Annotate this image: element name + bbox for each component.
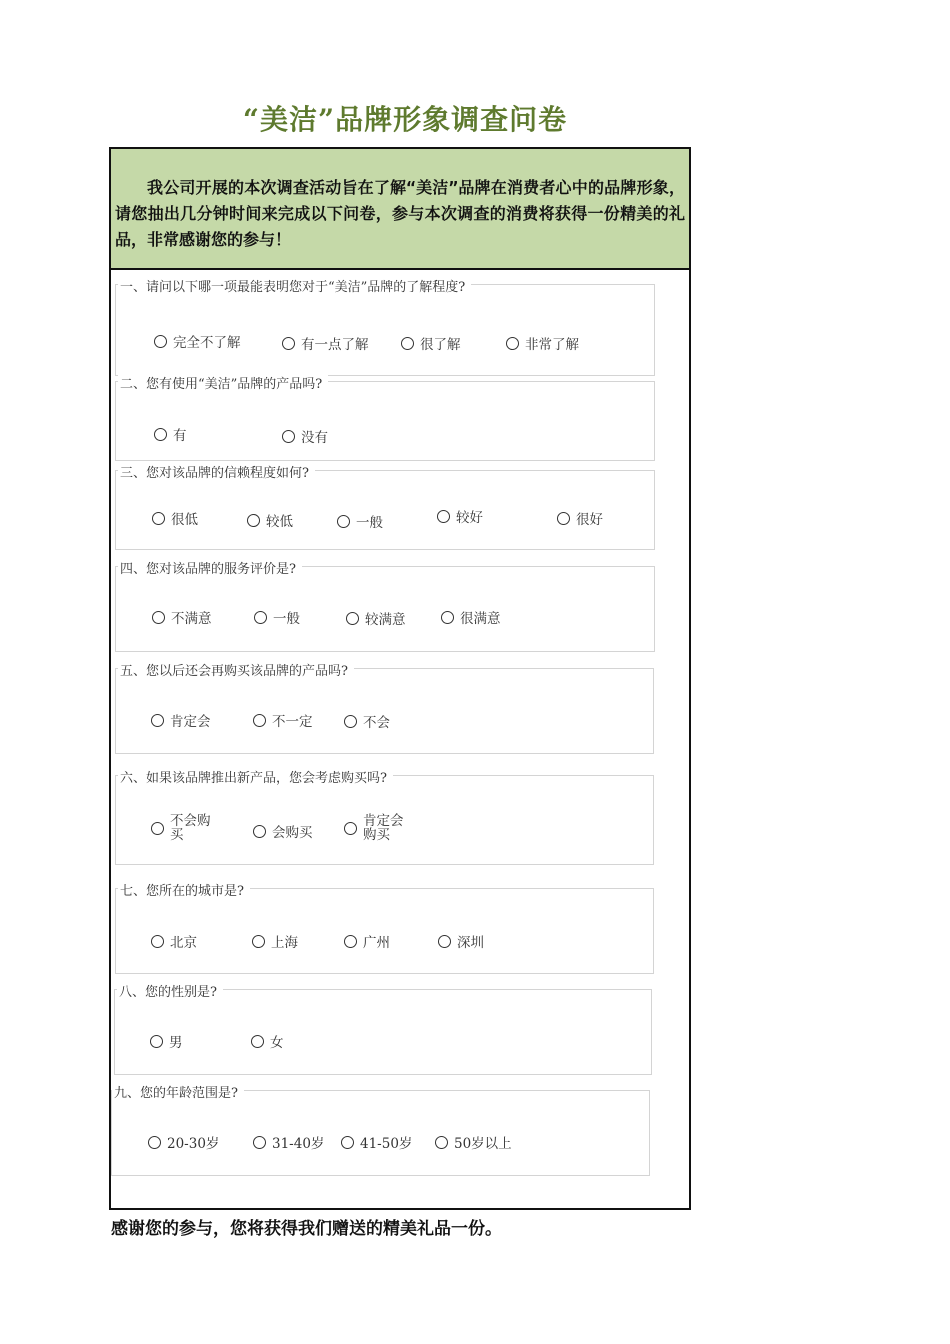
q4-option-3[interactable]: 较满意 bbox=[346, 608, 406, 628]
q5-option-1[interactable]: 肯定会 bbox=[151, 710, 211, 730]
question-3 bbox=[115, 466, 655, 550]
radio-icon[interactable] bbox=[251, 1035, 264, 1048]
radio-icon[interactable] bbox=[152, 611, 165, 624]
q3-option-3[interactable]: 一般 bbox=[337, 511, 383, 531]
radio-icon[interactable] bbox=[151, 935, 164, 948]
radio-icon[interactable] bbox=[254, 611, 267, 624]
question-9 bbox=[111, 1086, 650, 1176]
radio-icon[interactable] bbox=[506, 337, 519, 350]
question-2-label: 二、您有使用“美洁”品牌的产品吗? bbox=[118, 373, 328, 392]
radio-icon[interactable] bbox=[151, 714, 164, 727]
radio-icon[interactable] bbox=[441, 611, 454, 624]
radio-icon[interactable] bbox=[346, 612, 359, 625]
question-5 bbox=[115, 664, 654, 754]
q3-option-5[interactable]: 很好 bbox=[557, 508, 603, 528]
footer-thanks: 感谢您的参与，您将获得我们赠送的精美礼品一份。 bbox=[111, 1219, 502, 1239]
q9-option-4[interactable]: 50岁以上 bbox=[435, 1132, 512, 1152]
q6-option-3[interactable]: 肯定会购买 bbox=[344, 814, 409, 842]
radio-icon[interactable] bbox=[344, 715, 357, 728]
radio-icon[interactable] bbox=[247, 514, 260, 527]
radio-icon[interactable] bbox=[152, 512, 165, 525]
question-6 bbox=[115, 771, 654, 865]
q8-option-2[interactable]: 女 bbox=[251, 1031, 284, 1051]
q4-option-1[interactable]: 不满意 bbox=[152, 607, 212, 627]
q9-option-1[interactable]: 20-30岁 bbox=[148, 1132, 219, 1152]
radio-icon[interactable] bbox=[151, 822, 164, 835]
question-6-label: 六、如果该品牌推出新产品，您会考虑购买吗? bbox=[118, 767, 393, 786]
q7-option-1[interactable]: 北京 bbox=[151, 931, 197, 951]
radio-icon[interactable] bbox=[401, 337, 414, 350]
radio-icon[interactable] bbox=[154, 428, 167, 441]
radio-icon[interactable] bbox=[154, 335, 167, 348]
q3-option-2[interactable]: 较低 bbox=[247, 510, 293, 530]
question-2 bbox=[115, 377, 655, 461]
radio-icon[interactable] bbox=[557, 512, 570, 525]
q8-option-1[interactable]: 男 bbox=[150, 1031, 183, 1051]
question-3-label: 三、您对该品牌的信赖程度如何? bbox=[118, 462, 315, 481]
radio-icon[interactable] bbox=[282, 337, 295, 350]
q3-option-1[interactable]: 很低 bbox=[152, 508, 198, 528]
q7-option-3[interactable]: 广州 bbox=[344, 931, 390, 951]
radio-icon[interactable] bbox=[344, 935, 357, 948]
page-title: “美洁”品牌形象调查问卷 bbox=[242, 103, 568, 136]
q6-option-2[interactable]: 会购买 bbox=[253, 821, 313, 841]
q9-option-3[interactable]: 41-50岁 bbox=[341, 1132, 412, 1152]
radio-icon[interactable] bbox=[253, 825, 266, 838]
radio-icon[interactable] bbox=[435, 1136, 448, 1149]
q3-option-4[interactable]: 较好 bbox=[437, 506, 483, 526]
question-7-label: 七、您所在的城市是? bbox=[118, 880, 250, 899]
q2-option-2[interactable]: 没有 bbox=[282, 426, 328, 446]
radio-icon[interactable] bbox=[252, 935, 265, 948]
q1-option-3[interactable]: 很了解 bbox=[401, 333, 461, 353]
survey-frame bbox=[109, 147, 691, 1210]
question-4-label: 四、您对该品牌的服务评价是? bbox=[118, 558, 302, 577]
q7-option-4[interactable]: 深圳 bbox=[438, 931, 484, 951]
intro-text: 我公司开展的本次调查活动旨在了解“美洁”品牌在消费者心中的品牌形象，请您抽出几分钟时间来完成以下问卷，参与本次调查的消费将获得一份精美的礼品，非常感谢您的参与！ bbox=[111, 149, 689, 270]
radio-icon[interactable] bbox=[253, 714, 266, 727]
radio-icon[interactable] bbox=[150, 1035, 163, 1048]
radio-icon[interactable] bbox=[437, 510, 450, 523]
q4-option-4[interactable]: 很满意 bbox=[441, 607, 501, 627]
question-7 bbox=[115, 884, 654, 974]
q2-option-1[interactable]: 有 bbox=[154, 424, 187, 444]
radio-icon[interactable] bbox=[341, 1136, 354, 1149]
question-5-label: 五、您以后还会再购买该品牌的产品吗? bbox=[118, 660, 354, 679]
q1-option-1[interactable]: 完全不了解 bbox=[154, 331, 241, 351]
radio-icon[interactable] bbox=[344, 822, 357, 835]
question-1-label: 一、请问以下哪一项最能表明您对于“美洁”品牌的了解程度? bbox=[118, 276, 471, 295]
radio-icon[interactable] bbox=[282, 430, 295, 443]
question-8 bbox=[114, 985, 652, 1075]
q7-option-2[interactable]: 上海 bbox=[252, 931, 298, 951]
question-4 bbox=[115, 562, 655, 652]
radio-icon[interactable] bbox=[337, 515, 350, 528]
q1-option-2[interactable]: 有一点了解 bbox=[282, 333, 369, 353]
q6-option-1[interactable]: 不会购买 bbox=[151, 814, 216, 842]
radio-icon[interactable] bbox=[253, 1136, 266, 1149]
q5-option-2[interactable]: 不一定 bbox=[253, 710, 313, 730]
q5-option-3[interactable]: 不会 bbox=[344, 711, 390, 731]
q4-option-2[interactable]: 一般 bbox=[254, 607, 300, 627]
question-1 bbox=[115, 280, 655, 376]
q1-option-4[interactable]: 非常了解 bbox=[506, 333, 579, 353]
radio-icon[interactable] bbox=[148, 1136, 161, 1149]
radio-icon[interactable] bbox=[438, 935, 451, 948]
question-9-label: 九、您的年龄范围是? bbox=[112, 1082, 244, 1101]
question-8-label: 八、您的性别是? bbox=[117, 981, 223, 1000]
q9-option-2[interactable]: 31-40岁 bbox=[253, 1132, 324, 1152]
